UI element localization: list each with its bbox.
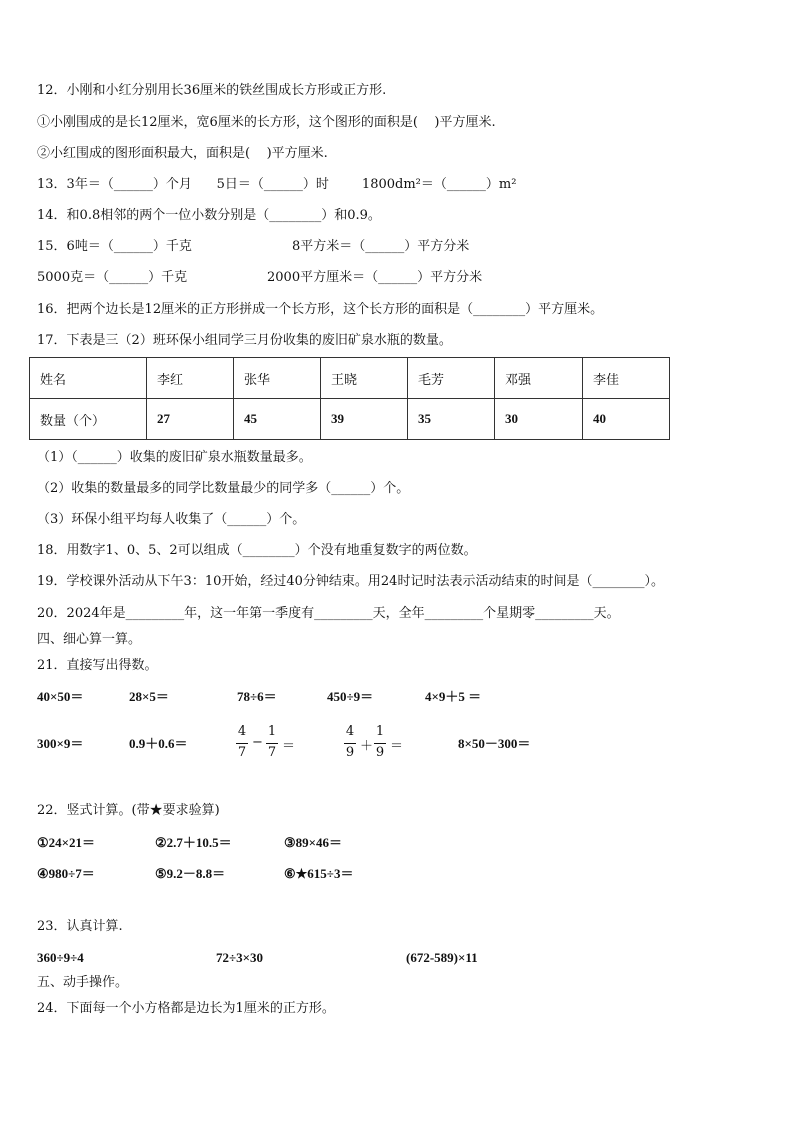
q22-item: ⑤9.2－8.8＝	[155, 866, 226, 881]
fraction-expression-1	[236, 724, 306, 764]
denominator: 9	[375, 745, 385, 760]
operator: ＋	[360, 739, 374, 754]
q21-item: 78÷6＝	[237, 689, 277, 704]
q24: 24．下面每一个小方格都是边长为1厘米的正方形。	[37, 1001, 335, 1016]
table-cell: 27	[147, 399, 234, 440]
q12-part2: ②小红围成的图形面积最大，面积是( )平方厘米.	[37, 146, 328, 161]
fraction-bar	[236, 743, 248, 744]
q21-item: 28×5＝	[129, 689, 169, 704]
table-cell: 30	[495, 399, 583, 440]
numerator: 4	[237, 724, 247, 739]
fraction-expression-2	[344, 724, 414, 764]
q15-a: 15．6吨＝（______）千克	[37, 239, 192, 254]
table-cell: 40	[583, 399, 670, 440]
q21-item: 8×50－300＝	[458, 736, 531, 751]
data-table	[29, 357, 670, 440]
denominator: 9	[345, 745, 355, 760]
q17-sub1: （1）（______）收集的废旧矿泉水瓶数量最多。	[37, 450, 312, 465]
q20: 20．2024年是_________年，这一年第一季度有_________天，全年_________个星期零_________天。	[37, 606, 620, 621]
numerator: 1	[375, 724, 385, 739]
q19: 19．学校课外活动从下午3：10开始，经过40分钟结束。用24时记时法表示活动结束的时间是（________）。	[37, 574, 664, 589]
q15-d: 2000平方厘米＝（______）平方分米	[267, 270, 483, 285]
q22-item: ②2.7＋10.5＝	[155, 835, 232, 850]
denominator: 7	[267, 745, 277, 760]
q22-item: ①24×21＝	[37, 835, 96, 850]
q12-stem: 12．小刚和小红分别用长36厘米的铁丝围成长方形或正方形.	[37, 83, 387, 98]
denominator: 7	[237, 745, 247, 760]
section-4-heading: 四、细心算一算。	[37, 632, 142, 647]
q21-item: 0.9＋0.6＝	[129, 736, 188, 751]
q21-stem: 21．直接写出得数。	[37, 658, 158, 673]
table-cell: 毛芳	[408, 358, 495, 399]
table-cell: 张华	[234, 358, 321, 399]
table-cell: 李红	[147, 358, 234, 399]
table-cell: 39	[321, 399, 408, 440]
q23-stem: 23．认真计算.	[37, 919, 123, 934]
table-cell: 王晓	[321, 358, 408, 399]
table-cell: 数量（个）	[30, 399, 147, 440]
q22-item: ④980÷7＝	[37, 866, 95, 881]
section-5-heading: 五、动手操作。	[37, 975, 129, 990]
table-cell: 姓名	[30, 358, 147, 399]
fraction-bar	[344, 743, 356, 744]
q22-item: ⑥★615÷3＝	[284, 866, 354, 881]
q22-item: ③89×46＝	[284, 835, 343, 850]
fraction-bar	[374, 743, 386, 744]
q17-sub2: （2）收集的数量最多的同学比数量最少的同学多（______）个。	[37, 481, 410, 496]
q13: 13．3年＝（______）个月 5日＝（______）时 1800dm²＝（______）m²	[37, 177, 517, 192]
q14: 14．和0.8相邻的两个一位小数分别是（________）和0.9。	[37, 208, 381, 223]
table-header-row	[30, 358, 670, 399]
q21-item: 4×9＋5 ＝	[425, 689, 482, 704]
q12-part1: ①小刚围成的是长12厘米，宽6厘米的长方形，这个图形的面积是( )平方厘米.	[37, 115, 496, 130]
q17-stem: 17．下表是三（2）班环保小组同学三月份收集的废旧矿泉水瓶的数量。	[37, 333, 452, 348]
table-cell: 邓强	[495, 358, 583, 399]
q15-c: 5000克＝（______）千克	[37, 270, 188, 285]
q23-item: 360÷9÷4	[37, 950, 84, 965]
table-cell: 45	[234, 399, 321, 440]
q16: 16．把两个边长是12厘米的正方形拼成一个长方形，这个长方形的面积是（________）平方厘米。	[37, 302, 604, 317]
fraction-bar	[266, 743, 278, 744]
operator: −	[252, 735, 263, 750]
equals: ＝	[282, 739, 296, 754]
q23-item: (672-589)×11	[406, 950, 478, 965]
q15-b: 8平方米＝（______）平方分米	[292, 239, 470, 254]
q22-stem: 22．竖式计算。(带★要求验算)	[37, 803, 220, 818]
equals: ＝	[390, 739, 404, 754]
table-cell: 李佳	[583, 358, 670, 399]
q21-item: 40×50＝	[37, 689, 84, 704]
q23-item: 72÷3×30	[216, 950, 264, 965]
table-row	[30, 399, 670, 440]
q17-sub3: （3）环保小组平均每人收集了（______）个。	[37, 512, 306, 527]
table-cell: 35	[408, 399, 495, 440]
q21-item: 450÷9＝	[327, 689, 374, 704]
q18: 18．用数字1、0、5、2可以组成（________）个没有地重复数字的两位数。	[37, 543, 477, 558]
numerator: 4	[345, 724, 355, 739]
numerator: 1	[267, 724, 277, 739]
q21-item: 300×9＝	[37, 736, 84, 751]
